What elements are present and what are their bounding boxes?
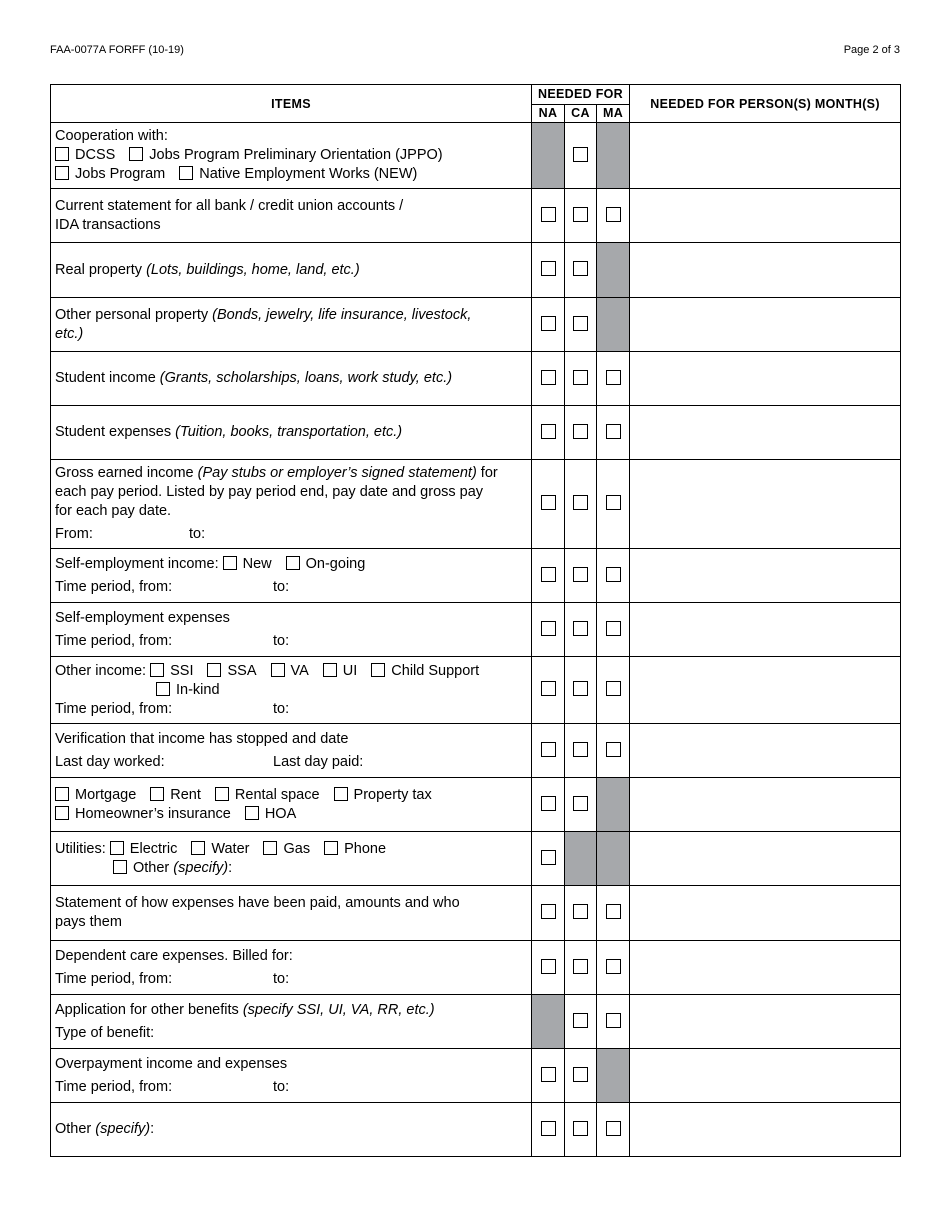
ssa-label: SSA — [227, 662, 257, 679]
persons-months-field[interactable] — [630, 1103, 901, 1157]
ma-cell-disabled — [597, 1049, 630, 1103]
item-real-property — [51, 243, 532, 298]
item-dependent-care — [51, 941, 532, 995]
items-header: ITEMS — [51, 85, 532, 123]
ssi-label: SSI — [170, 662, 194, 679]
phone-checkbox[interactable] — [324, 841, 338, 855]
ca-checkbox[interactable] — [573, 1067, 588, 1082]
ma-cell-disabled — [597, 832, 630, 886]
student-expenses-examples: (Tuition, books, transportation, etc.) — [175, 424, 403, 440]
ui-label: UI — [342, 662, 358, 679]
ssa-checkbox[interactable] — [207, 663, 221, 677]
ongoing-label: On-going — [305, 555, 366, 572]
ca-cell — [565, 123, 597, 189]
time-period-label: Time period, from: — [55, 970, 173, 987]
item-student-income — [51, 352, 532, 406]
ca-checkbox[interactable] — [573, 567, 588, 582]
ma-checkbox[interactable] — [606, 681, 621, 696]
other-benefits-label: Application for other benefits — [55, 1001, 243, 1018]
ma-cell-disabled — [597, 243, 630, 298]
water-checkbox[interactable] — [191, 841, 205, 855]
na-checkbox[interactable] — [541, 681, 556, 696]
other-income-label: Other income: — [55, 662, 147, 679]
other-label: Other — [55, 1121, 96, 1137]
page-number: Page 2 of 3 — [843, 44, 900, 56]
ca-checkbox[interactable] — [573, 904, 588, 919]
new-income-checkbox[interactable] — [223, 556, 237, 570]
expense-statement-line2: pays them — [55, 914, 122, 930]
ma-checkbox[interactable] — [606, 207, 621, 222]
persons-months-field[interactable] — [630, 1049, 901, 1103]
ma-cell-disabled — [597, 778, 630, 832]
gas-checkbox[interactable] — [263, 841, 277, 855]
na-checkbox[interactable] — [541, 207, 556, 222]
table-row — [51, 352, 901, 406]
other-utility-checkbox[interactable] — [113, 860, 127, 874]
persons-months-field[interactable] — [630, 406, 901, 460]
ca-checkbox[interactable] — [573, 1121, 588, 1136]
student-income-label: Student income — [55, 370, 160, 386]
ma-checkbox[interactable] — [606, 1121, 621, 1136]
new-checkbox[interactable] — [179, 166, 193, 180]
cooperation-label: Cooperation with: — [55, 128, 168, 144]
table-row — [51, 243, 901, 298]
in-kind-checkbox[interactable] — [156, 682, 170, 696]
item-self-employment-expenses — [51, 603, 532, 657]
na-checkbox[interactable] — [541, 316, 556, 331]
item-expense-statement — [51, 886, 532, 941]
in-kind-label: In-kind — [176, 681, 220, 698]
ma-checkbox[interactable] — [606, 959, 621, 974]
item-other-benefits — [51, 995, 532, 1049]
item-income-stopped — [51, 724, 532, 778]
dependent-care-label: Dependent care expenses. Billed for: — [55, 947, 293, 964]
ui-checkbox[interactable] — [323, 663, 337, 677]
to-label: to: — [189, 526, 206, 542]
gross-income-line3: for each pay date. — [55, 503, 172, 519]
na-checkbox[interactable] — [541, 850, 556, 865]
bank-statement-line2: IDA transactions — [55, 216, 161, 233]
ma-header: MA — [597, 104, 630, 123]
homeowners-insurance-checkbox[interactable] — [55, 806, 69, 820]
table-row — [51, 298, 901, 352]
na-cell-disabled — [532, 123, 565, 189]
persons-months-field[interactable] — [630, 549, 901, 603]
other-utility-colon: : — [228, 859, 233, 876]
ca-checkbox[interactable] — [573, 424, 588, 439]
real-property-examples: (Lots, buildings, home, land, etc.) — [146, 261, 360, 278]
table-row — [51, 460, 901, 549]
real-property-label: Real property — [55, 261, 147, 278]
ca-checkbox[interactable] — [573, 316, 588, 331]
ma-checkbox[interactable] — [606, 742, 621, 757]
needed-for-header: NEEDED FOR — [532, 85, 630, 105]
table-row — [51, 724, 901, 778]
persons-months-field[interactable] — [630, 832, 901, 886]
jppo-checkbox[interactable] — [129, 147, 143, 161]
table-row — [51, 1103, 901, 1157]
item-housing-costs — [51, 778, 532, 832]
table-row — [51, 778, 901, 832]
to-label: to: — [273, 970, 290, 987]
rental-space-label: Rental space — [234, 786, 320, 803]
ca-cell-disabled — [565, 832, 597, 886]
persons-months-field[interactable] — [630, 886, 901, 941]
ca-checkbox[interactable] — [573, 495, 588, 510]
table-row — [51, 657, 901, 724]
personal-property-examples-cont: etc.) — [55, 325, 84, 342]
ssi-checkbox[interactable] — [150, 663, 164, 677]
bank-statement-line1: Current statement for all bank / credit union accounts / — [55, 197, 404, 214]
table-row — [51, 1049, 901, 1103]
persons-months-field[interactable] — [630, 778, 901, 832]
va-checkbox[interactable] — [271, 663, 285, 677]
persons-months-field[interactable] — [630, 243, 901, 298]
ca-checkbox[interactable] — [573, 261, 588, 276]
persons-months-field[interactable] — [630, 995, 901, 1049]
table-row — [51, 603, 901, 657]
type-of-benefit-label: Type of benefit: — [55, 1024, 155, 1041]
ca-checkbox[interactable] — [573, 370, 588, 385]
item-bank-statement — [51, 189, 532, 243]
property-tax-label: Property tax — [353, 786, 432, 803]
time-period-label: Time period, from: — [55, 700, 173, 717]
jobs-program-checkbox[interactable] — [55, 166, 69, 180]
rental-space-checkbox[interactable] — [215, 787, 229, 801]
income-stopped-label: Verification that income has stopped and date — [55, 730, 349, 747]
homeowners-insurance-label: Homeowner’s insurance — [75, 805, 231, 822]
na-cell-disabled — [532, 995, 565, 1049]
other-colon: : — [150, 1121, 155, 1137]
item-cooperation — [51, 123, 532, 189]
na-checkbox[interactable] — [541, 621, 556, 636]
personal-property-label: Other personal property — [55, 306, 213, 323]
child-support-checkbox[interactable] — [371, 663, 385, 677]
ma-checkbox[interactable] — [606, 495, 621, 510]
gross-income-line2: each pay period. Listed by pay period end, pay date and gross pay — [55, 484, 484, 500]
persons-months-field[interactable] — [630, 941, 901, 995]
overpayment-label: Overpayment income and expenses — [55, 1055, 288, 1072]
na-header: NA — [532, 104, 565, 123]
jobs-program-label: Jobs Program — [75, 166, 166, 182]
verification-items-table — [50, 84, 901, 1157]
student-expenses-label: Student expenses — [55, 424, 176, 440]
ma-checkbox[interactable] — [606, 424, 621, 439]
from-label: From: — [55, 526, 93, 542]
item-personal-property — [51, 298, 532, 352]
ca-checkbox[interactable] — [573, 796, 588, 811]
new-income-label: New — [242, 555, 272, 572]
ca-checkbox[interactable] — [573, 621, 588, 636]
ca-checkbox[interactable] — [573, 681, 588, 696]
item-other-specify — [51, 1103, 532, 1157]
other-benefits-examples: (specify SSI, UI, VA, RR, etc.) — [242, 1001, 435, 1018]
mortgage-label: Mortgage — [75, 786, 137, 803]
persons-months-field[interactable] — [630, 724, 901, 778]
persons-months-field[interactable] — [630, 123, 901, 189]
item-overpayment — [51, 1049, 532, 1103]
na-checkbox[interactable] — [541, 904, 556, 919]
ca-checkbox[interactable] — [573, 959, 588, 974]
ma-checkbox[interactable] — [606, 1013, 621, 1028]
ma-checkbox[interactable] — [606, 904, 621, 919]
persons-months-field[interactable] — [630, 189, 901, 243]
self-employment-income-label: Self-employment income: — [55, 555, 219, 572]
table-row — [51, 189, 901, 243]
jppo-label: Jobs Program Preliminary Orientation (JPPO) — [149, 147, 443, 163]
utilities-label: Utilities: — [55, 840, 106, 857]
mortgage-checkbox[interactable] — [55, 787, 69, 801]
na-checkbox[interactable] — [541, 261, 556, 276]
other-utility-specify: (specify) — [173, 859, 229, 876]
persons-months-header: NEEDED FOR PERSON(S) MONTH(S) — [630, 85, 901, 123]
table-row — [51, 406, 901, 460]
item-other-income — [51, 657, 532, 724]
na-checkbox[interactable] — [541, 495, 556, 510]
na-checkbox[interactable] — [541, 370, 556, 385]
va-label: VA — [290, 662, 309, 679]
table-row — [51, 886, 901, 941]
na-checkbox[interactable] — [541, 742, 556, 757]
hoa-label: HOA — [264, 805, 297, 822]
ca-checkbox[interactable] — [573, 742, 588, 757]
time-period-label: Time period, from: — [55, 1078, 173, 1095]
to-label: to: — [273, 1078, 290, 1095]
dcss-checkbox[interactable] — [55, 147, 69, 161]
persons-months-field[interactable] — [630, 657, 901, 724]
table-row — [51, 995, 901, 1049]
na-checkbox[interactable] — [541, 567, 556, 582]
table-row — [51, 123, 901, 189]
table-row — [51, 549, 901, 603]
na-checkbox[interactable] — [541, 1121, 556, 1136]
student-income-examples: (Grants, scholarships, loans, work study, etc.) — [159, 370, 453, 386]
table-row — [51, 832, 901, 886]
rent-label: Rent — [170, 786, 201, 803]
electric-checkbox[interactable] — [110, 841, 124, 855]
ma-checkbox[interactable] — [606, 621, 621, 636]
to-label: to: — [273, 632, 290, 649]
child-support-label: Child Support — [391, 662, 480, 679]
ma-cell-disabled — [597, 123, 630, 189]
to-label: to: — [273, 578, 290, 595]
dcss-label: DCSS — [75, 147, 116, 163]
phone-label: Phone — [344, 840, 387, 857]
na-checkbox[interactable] — [541, 959, 556, 974]
hoa-checkbox[interactable] — [245, 806, 259, 820]
gross-income-after: for — [476, 465, 498, 481]
last-day-worked-label: Last day worked: — [55, 753, 165, 770]
item-utilities — [51, 832, 532, 886]
self-employment-expenses-label: Self-employment expenses — [55, 609, 230, 626]
property-tax-checkbox[interactable] — [334, 787, 348, 801]
ca-checkbox[interactable] — [573, 1013, 588, 1028]
other-utility-label: Other — [133, 859, 174, 876]
gas-label: Gas — [283, 840, 311, 857]
gross-income-note: (Pay stubs or employer’s signed statement) — [197, 465, 477, 481]
time-period-label: Time period, from: — [55, 578, 173, 595]
table-row — [51, 941, 901, 995]
other-specify: (specify) — [95, 1121, 151, 1137]
rent-checkbox[interactable] — [150, 787, 164, 801]
item-gross-earned-income — [51, 460, 532, 549]
to-label: to: — [273, 700, 290, 717]
persons-months-field[interactable] — [630, 352, 901, 406]
expense-statement-line1: Statement of how expenses have been paid, amounts and who — [55, 895, 460, 911]
ca-checkbox[interactable] — [573, 207, 588, 222]
gross-income-label: Gross earned income — [55, 465, 198, 481]
na-checkbox[interactable] — [541, 796, 556, 811]
ca-header: CA — [565, 104, 597, 123]
new-label: Native Employment Works (NEW) — [199, 166, 418, 182]
persons-months-field[interactable] — [630, 460, 901, 549]
na-checkbox[interactable] — [541, 424, 556, 439]
electric-label: Electric — [129, 840, 178, 857]
form-code: FAA-0077A FORFF (10-19) — [50, 44, 184, 56]
ma-checkbox[interactable] — [606, 370, 621, 385]
personal-property-examples: (Bonds, jewelry, life insurance, livestock, — [212, 306, 472, 323]
ma-cell-disabled — [597, 298, 630, 352]
last-day-paid-label: Last day paid: — [273, 753, 364, 770]
item-student-expenses — [51, 406, 532, 460]
item-self-employment-income — [51, 549, 532, 603]
ma-checkbox[interactable] — [606, 567, 621, 582]
ca-checkbox[interactable] — [573, 147, 588, 162]
ongoing-checkbox[interactable] — [286, 556, 300, 570]
persons-months-field[interactable] — [630, 603, 901, 657]
na-checkbox[interactable] — [541, 1067, 556, 1082]
persons-months-field[interactable] — [630, 298, 901, 352]
time-period-label: Time period, from: — [55, 632, 173, 649]
water-label: Water — [211, 840, 250, 857]
